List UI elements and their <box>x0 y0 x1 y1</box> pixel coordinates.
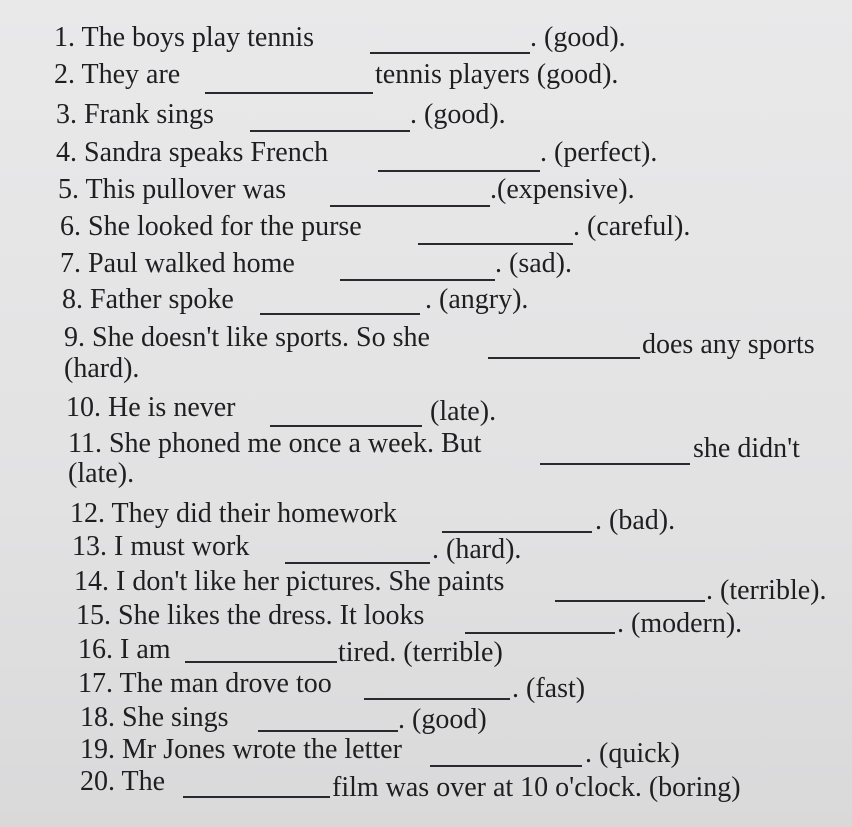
item-prefix: 6. She looked for the purse <box>60 211 362 242</box>
exercise-item <box>0 768 852 808</box>
item-prefix: 1. The boys play tennis <box>54 22 315 53</box>
answer-blank[interactable] <box>330 205 490 207</box>
item-prefix: 14. I don't like her pictures. She paints <box>74 566 505 597</box>
item-suffix: . (careful). <box>573 211 691 242</box>
item-suffix: . (bad). <box>595 505 676 536</box>
item-prefix: 5. This pullover was <box>58 174 287 205</box>
item-suffix: . (good) <box>398 704 487 735</box>
item-prefix: 18. She sings <box>80 702 229 733</box>
answer-blank[interactable] <box>370 52 530 54</box>
answer-blank[interactable] <box>250 130 410 132</box>
answer-blank[interactable] <box>364 698 510 700</box>
item-prefix: 7. Paul walked home <box>60 248 295 279</box>
item-prefix: 13. I must work <box>72 531 250 562</box>
item-suffix: film was over at 10 o'clock. (boring) <box>332 772 741 803</box>
item-suffix: . (fast) <box>512 673 586 704</box>
item-prefix: 17. The man drove too <box>78 668 332 699</box>
item-continuation: (hard). <box>64 353 140 384</box>
answer-blank[interactable] <box>285 562 430 564</box>
item-suffix: . (perfect). <box>540 137 658 168</box>
exercise-item <box>0 286 852 326</box>
exercise-item <box>0 176 852 216</box>
item-prefix: 8. Father spoke <box>62 284 234 315</box>
item-prefix: 19. Mr Jones wrote the letter <box>80 734 402 765</box>
item-suffix: . (quick) <box>585 738 680 769</box>
answer-blank[interactable] <box>465 632 615 634</box>
exercise-item-continuation <box>0 355 852 395</box>
item-suffix: does any sports <box>642 329 815 360</box>
exercise-item <box>0 139 852 179</box>
item-prefix: 16. I am <box>78 634 171 665</box>
item-suffix: tennis players (good). <box>375 59 619 90</box>
answer-blank[interactable] <box>378 170 540 172</box>
item-suffix: she didn't <box>693 433 800 464</box>
item-prefix: 3. Frank sings <box>56 99 214 130</box>
item-suffix: . (angry). <box>425 284 529 315</box>
answer-blank[interactable] <box>185 661 337 663</box>
answer-blank[interactable] <box>340 279 495 281</box>
exercise-item <box>0 24 852 64</box>
item-suffix: . (hard). <box>432 534 522 565</box>
item-prefix: 12. They did their homework <box>70 498 397 529</box>
answer-blank[interactable] <box>260 313 420 315</box>
item-suffix: (late). <box>430 396 497 427</box>
item-suffix: . (terrible). <box>706 575 827 606</box>
item-suffix: . (good). <box>530 22 626 53</box>
item-prefix: 10. He is never <box>66 392 236 423</box>
answer-blank[interactable] <box>258 730 398 732</box>
item-prefix: 20. The <box>80 766 166 797</box>
exercise-item <box>0 61 852 101</box>
answer-blank[interactable] <box>270 425 422 427</box>
answer-blank[interactable] <box>183 796 330 798</box>
answer-blank[interactable] <box>418 243 573 245</box>
item-continuation: (late). <box>68 458 135 489</box>
item-suffix: . (sad). <box>495 248 572 279</box>
answer-blank[interactable] <box>205 92 373 94</box>
item-prefix: 9. She doesn't like sports. So she <box>64 322 430 353</box>
exercise-item <box>0 101 852 141</box>
item-suffix: . (modern). <box>617 608 743 639</box>
exercise-item-continuation <box>0 460 852 500</box>
item-prefix: 15. She likes the dress. It looks <box>76 600 425 631</box>
item-prefix: 4. Sandra speaks French <box>56 137 329 168</box>
item-suffix: . (good). <box>410 99 506 130</box>
item-prefix: 11. She phoned me once a week. But <box>68 428 482 459</box>
item-suffix: tired. (terrible) <box>338 637 503 668</box>
item-suffix: .(expensive). <box>490 174 635 205</box>
item-prefix: 2. They are <box>54 59 181 90</box>
exercise-item <box>0 213 852 253</box>
answer-blank[interactable] <box>430 765 582 767</box>
